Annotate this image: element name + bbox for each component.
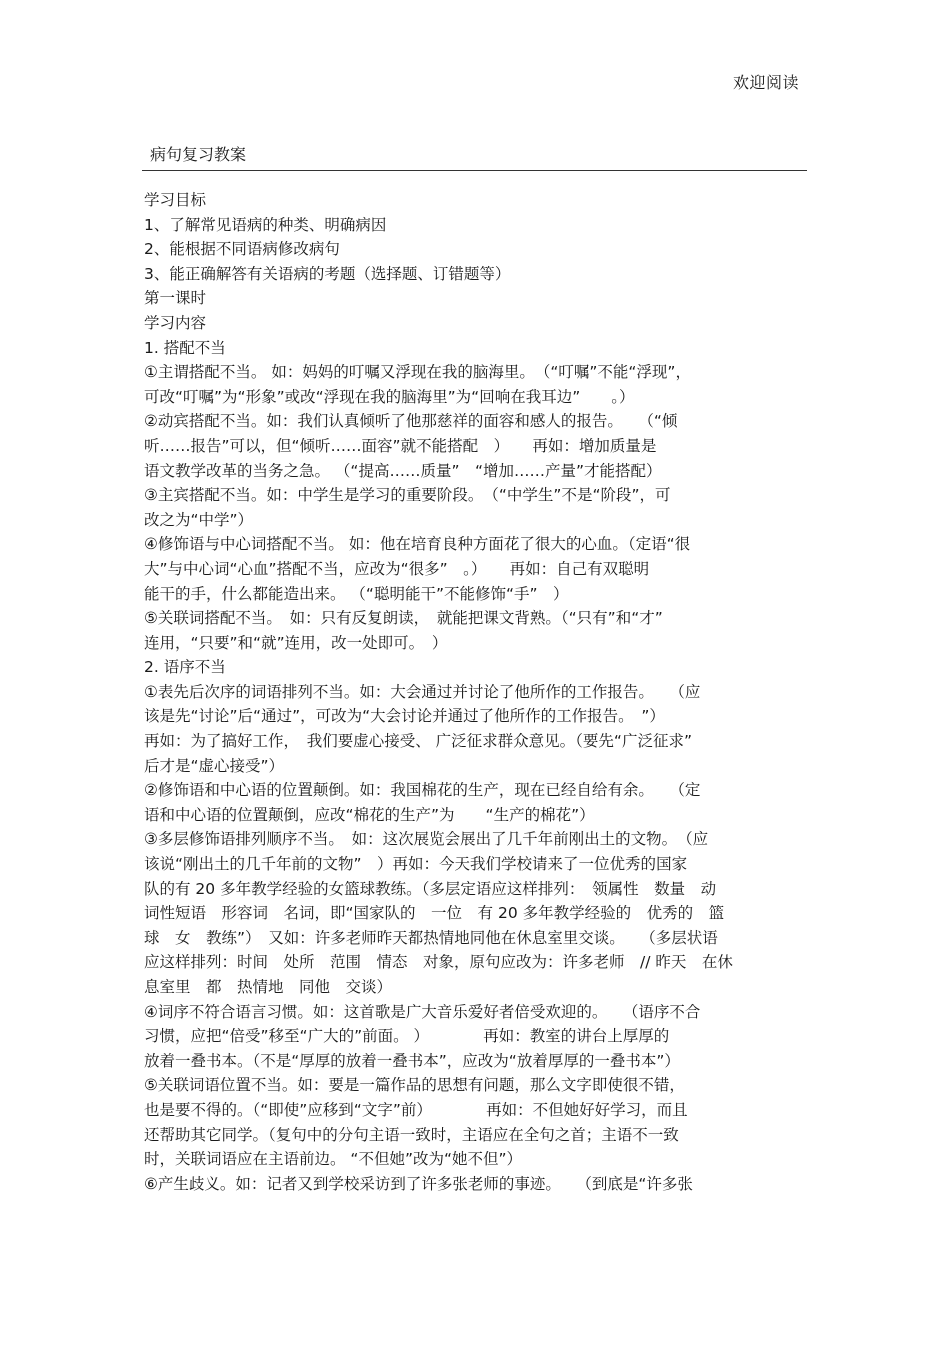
body-line: 应这样排列：时间 处所 范围 情态 对象，原句应改为：许多老师 // 昨天 在休 — [144, 953, 733, 972]
body-line: 能干的手，什么都能造出来。 （“聪明能干”不能修饰“手” ） — [144, 584, 569, 603]
body-line: 息室里 都 热情地 同他 交谈） — [144, 978, 393, 996]
body-line: 改之为“中学”） — [144, 510, 254, 529]
body-line: 放着一叠书本。（不是“厚厚的放着一叠书本”，应改为“放着厚厚的一叠书本”） — [144, 1051, 680, 1070]
body-line: ⑤关联词搭配不当。 如：只有反复朗读， 就能把课文背熟。（“只有”和“才” — [144, 609, 663, 628]
body-line: 学习目标 — [144, 191, 207, 209]
body-line: 后才是“虚心接受”） — [144, 756, 285, 775]
body-line: 该是先“讨论”后“通过”，可改为“大会讨论并通过了他所作的工作报告。 ”） — [144, 707, 665, 726]
body-line: 习惯，应把“倍受”移至“广大的”前面。 ） 再如：教室的讲台上厚厚的 — [144, 1027, 670, 1046]
body-line: 1. 搭配不当 — [144, 338, 226, 357]
title-divider — [142, 170, 807, 171]
body-line: 1、了解常见语病的种类、明确病因 — [144, 215, 387, 234]
body-line: 学习内容 — [144, 313, 207, 332]
body-line: ①主谓搭配不当。 如：妈妈的叮嘱又浮现在我的脑海里。 （“叮嘱”不能“浮现”， — [144, 363, 691, 382]
body-line: ③多层修饰语排列顺序不当。 如：这次展览会展出了几千年前刚出土的文物。 （应 — [144, 830, 709, 849]
body-line: 也是要不得的。（“即使”应移到“文字”前） 再如：不但她好好学习，而且 — [144, 1100, 688, 1119]
body-line: 可改“叮嘱”为“形象”或改“浮现在我的脑海里”为“回响在我耳边” 。） — [144, 387, 635, 406]
body-line: 2. 语序不当 — [144, 658, 226, 677]
body-line: ④词序不符合语言习惯。如：这首歌是广大音乐爱好者倍受欢迎的。 （语序不合 — [144, 1002, 701, 1021]
body-line: 队的有 20 多年教学经验的女篮球教练。（多层定语应这样排列： 领属性 数量 动 — [144, 879, 717, 898]
body-line: ②修饰语和中心语的位置颠倒。如：我国棉花的生产，现在已经自给有余。 （定 — [144, 781, 701, 800]
body-line: 2、能根据不同语病修改病句 — [144, 240, 340, 259]
body-line: 第一课时 — [144, 289, 207, 308]
body-line: 连用，“只要”和“就”连用，改一处即可。 ） — [144, 633, 448, 652]
body-line: ③主宾搭配不当。如：中学生是学习的重要阶段。 （“中学生”不是“阶段”，可 — [144, 486, 671, 505]
body-line: ④修饰语与中心词搭配不当。 如：他在培育良种方面花了很大的心血。（定语“很 — [144, 535, 691, 554]
document-body — [144, 188, 807, 1196]
body-line: 时，关联词语应在主语前边。 “不但她”改为“她不但”） — [144, 1150, 523, 1169]
body-line: ⑥产生歧义。如：记者又到学校采访到了许多张老师的事迹。 （到底是“许多张 — [144, 1174, 693, 1193]
body-line: 3、能正确解答有关语病的考题（选择题、订错题等） — [144, 264, 511, 283]
body-line: ②动宾搭配不当。如：我们认真倾听了他那慈祥的面容和感人的报告。 （“倾 — [144, 412, 678, 431]
body-line: 语和中心语的位置颠倒，应改“棉花的生产”为 “生产的棉花”） — [144, 805, 595, 824]
body-line: ①表先后次序的词语排列不当。如：大会通过并讨论了他所作的工作报告。 （应 — [144, 682, 701, 701]
body-line: 听……报告”可以，但“倾听……面容”就不能搭配 ） 再如：增加质量是 — [144, 436, 657, 455]
body-line: 该说“刚出土的几千年前的文物” ）再如：今天我们学校请来了一位优秀的国家 — [144, 855, 688, 874]
body-line: 球 女 教练”） 又如：许多老师昨天都热情地同他在休息室里交谈。 （多层状语 — [144, 928, 718, 947]
document-title: 病句复习教案 — [150, 145, 247, 164]
body-line: ⑤关联词语位置不当。如：要是一篇作品的思想有问题，那么文字即使很不错， — [144, 1076, 685, 1095]
body-line: 大”与中心词“心血”搭配不当，应改为“很多” 。） 再如：自己有双聪明 — [144, 559, 650, 578]
body-line: 还帮助其它同学。（复句中的分句主语一致时，主语应在全句之首；主语不一致 — [144, 1125, 679, 1144]
header-note: 欢迎阅读 — [733, 73, 800, 92]
body-line: 词性短语 形容词 名词，即“国家队的 一位 有 20 多年教学经验的 优秀的 篮 — [144, 904, 725, 923]
body-line: 再如：为了搞好工作， 我们要虚心接受、 广泛征求群众意见。（要先“广泛征求” — [144, 732, 692, 751]
body-line: 语文教学改革的当务之急。 （“提高……质量” “增加……产量”才能搭配） — [144, 461, 662, 480]
